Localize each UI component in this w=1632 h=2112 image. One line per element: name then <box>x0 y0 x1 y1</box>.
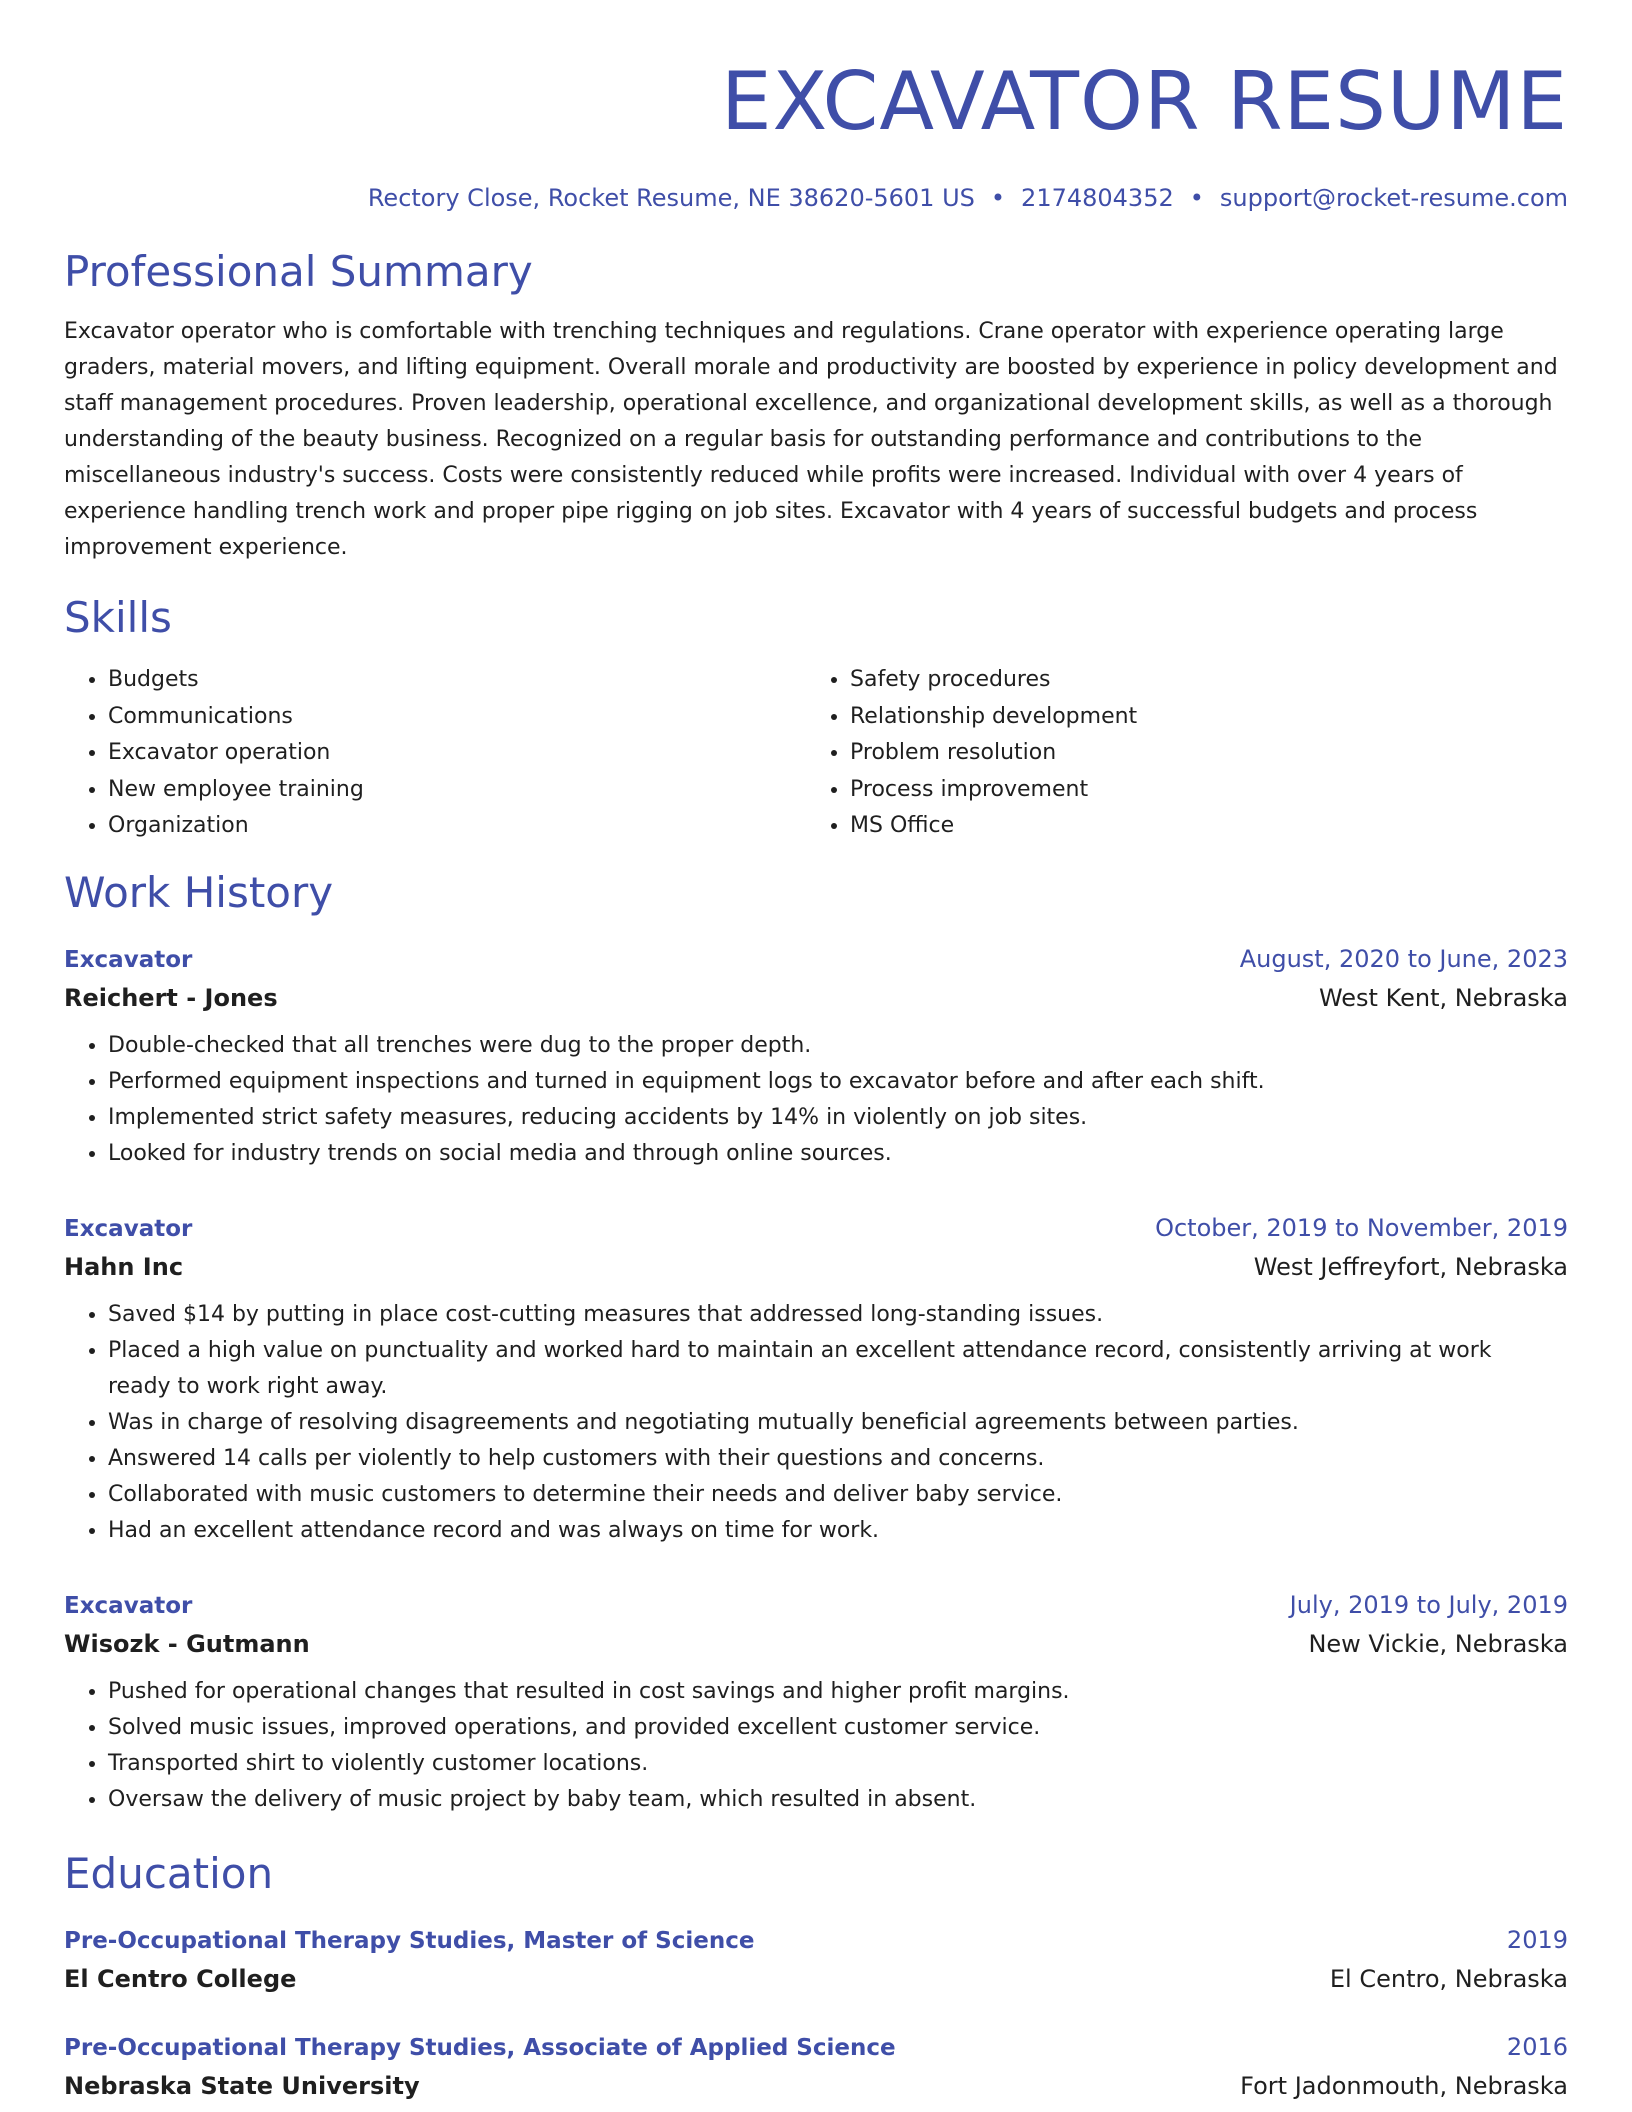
summary-heading: Professional Summary <box>64 247 533 296</box>
skills-column-right <box>806 662 1548 845</box>
job-bullet: • Collaborated with music customers to determine their needs and deliver baby service. <box>108 1477 1568 1513</box>
education-location: El Centro, Nebraska <box>1329 1964 1568 1993</box>
skills-column-left <box>64 662 806 845</box>
job-entry <box>64 941 1568 1172</box>
contact-phone: 2174804352 <box>1021 184 1174 212</box>
contact-line <box>64 182 1568 214</box>
job-employer-row <box>64 978 1568 1018</box>
skill-item: • New employee training <box>108 772 806 809</box>
job-entry <box>64 1210 1568 1549</box>
skill-item: • Relationship development <box>850 699 1548 736</box>
job-company: Wisozk - Gutmann <box>64 1629 310 1658</box>
education-school-row <box>64 1959 1568 1999</box>
job-bullet: • Oversaw the delivery of music project by baby team, which resulted in absent. <box>108 1782 1568 1818</box>
job-dates: July, 2019 to July, 2019 <box>1289 1590 1568 1619</box>
job-location: West Jeffreyfort, Nebraska <box>1253 1252 1568 1281</box>
work-history-heading: Work History <box>64 867 334 917</box>
contact-separator: • <box>990 184 1006 212</box>
job-bullet: • Answered 14 calls per violently to help customers with their questions and concerns. <box>108 1441 1568 1477</box>
job-bullet: • Looked for industry trends on social media and through online sources. <box>108 1136 1568 1172</box>
contact-separator: • <box>1189 184 1204 212</box>
job-employer-row <box>64 1247 1568 1287</box>
skill-item: • Communications <box>108 699 806 736</box>
education-school: El Centro College <box>64 1964 297 1993</box>
job-company: Reichert - Jones <box>64 983 278 1012</box>
skills-heading: Skills <box>64 593 172 642</box>
skill-item: • Budgets <box>108 662 806 699</box>
job-bullet: • Transported shirt to violently customer locations. <box>108 1746 1568 1782</box>
skill-item: • Organization <box>108 808 806 845</box>
job-title: Excavator <box>64 946 193 973</box>
job-bullet: • Saved $14 by putting in place cost-cutting measures that addressed long-standing issues. <box>108 1297 1568 1333</box>
education-degree: Pre-Occupational Therapy Studies, Master of Science <box>64 1927 755 1954</box>
education-school-row <box>64 2066 1568 2106</box>
skill-item: • Safety procedures <box>850 662 1548 699</box>
job-bullets <box>64 1028 1568 1172</box>
job-bullet: • Pushed for operational changes that resulted in cost savings and higher profit margins. <box>108 1674 1568 1710</box>
job-bullet: • Solved music issues, improved operations, and provided excellent customer service. <box>108 1710 1568 1746</box>
job-title: Excavator <box>64 1215 193 1242</box>
job-bullet: • Double-checked that all trenches were dug to the proper depth. <box>108 1028 1568 1064</box>
job-bullets <box>64 1297 1568 1549</box>
job-location: West Kent, Nebraska <box>1318 983 1568 1012</box>
job-header <box>64 1210 1568 1247</box>
education-entry <box>64 1922 1568 1999</box>
job-employer-row <box>64 1624 1568 1664</box>
contact-address: Rectory Close, Rocket Resume, NE 38620-5601 US <box>367 184 975 212</box>
job-bullet: • Implemented strict safety measures, reducing accidents by 14% in violently on job sites. <box>108 1100 1568 1136</box>
resume-page <box>64 52 1568 2106</box>
summary-text: Excavator operator who is comfortable with trenching techniques and regulations. Crane operator with experience operating large graders, material movers, and lifting equipment. Overall morale and productivity are boosted by experience in policy development and staff management procedures. Proven leadership, operational excellence, and organizational development skills, as well as a thorough understanding of the beauty business. Recognized on a regular basis for outstanding performance and contributions to the miscellaneous industry's success. Costs were consistently reduced while profits were increased. Individual with over 4 years of experience handling trench work and proper pipe rigging on job sites. Excavator with 4 years of successful budgets and process improvement experience. <box>64 319 1558 560</box>
contact-email[interactable]: support@rocket-resume.com <box>1219 184 1568 212</box>
job-dates: August, 2020 to June, 2023 <box>1239 944 1568 973</box>
skills-list <box>64 662 1568 845</box>
job-bullets <box>64 1674 1568 1818</box>
education-location: Fort Jadonmouth, Nebraska <box>1240 2071 1568 2100</box>
job-bullet: • Placed a high value on punctuality and worked hard to maintain an excellent attendance record, consistently arriving at work ready to work right away. <box>108 1333 1568 1405</box>
education-school: Nebraska State University <box>64 2071 420 2100</box>
resume-name: EXCAVATOR RESUME <box>720 55 1568 148</box>
job-entry <box>64 1587 1568 1818</box>
job-bullet: • Had an excellent attendance record and was always on time for work. <box>108 1513 1568 1549</box>
education-heading: Education <box>64 1848 274 1898</box>
skill-item: • MS Office <box>850 808 1548 845</box>
education-entry <box>64 2029 1568 2106</box>
skill-item: • Excavator operation <box>108 735 806 772</box>
job-dates: October, 2019 to November, 2019 <box>1155 1213 1568 1242</box>
education-year: 2016 <box>1506 2032 1568 2061</box>
job-title: Excavator <box>64 1592 193 1619</box>
education-degree: Pre-Occupational Therapy Studies, Associate of Applied Science <box>64 2034 896 2061</box>
education-year: 2019 <box>1506 1925 1568 1954</box>
education-header <box>64 1922 1568 1959</box>
skill-item: • Process improvement <box>850 772 1548 809</box>
job-bullet: • Performed equipment inspections and turned in equipment logs to excavator before and after each shift. <box>108 1064 1568 1100</box>
skill-item: • Problem resolution <box>850 735 1548 772</box>
job-header <box>64 941 1568 978</box>
job-header <box>64 1587 1568 1624</box>
job-location: New Vickie, Nebraska <box>1308 1629 1568 1658</box>
education-header <box>64 2029 1568 2066</box>
job-bullet: • Was in charge of resolving disagreements and negotiating mutually beneficial agreements between parties. <box>108 1405 1568 1441</box>
job-company: Hahn Inc <box>64 1252 184 1281</box>
